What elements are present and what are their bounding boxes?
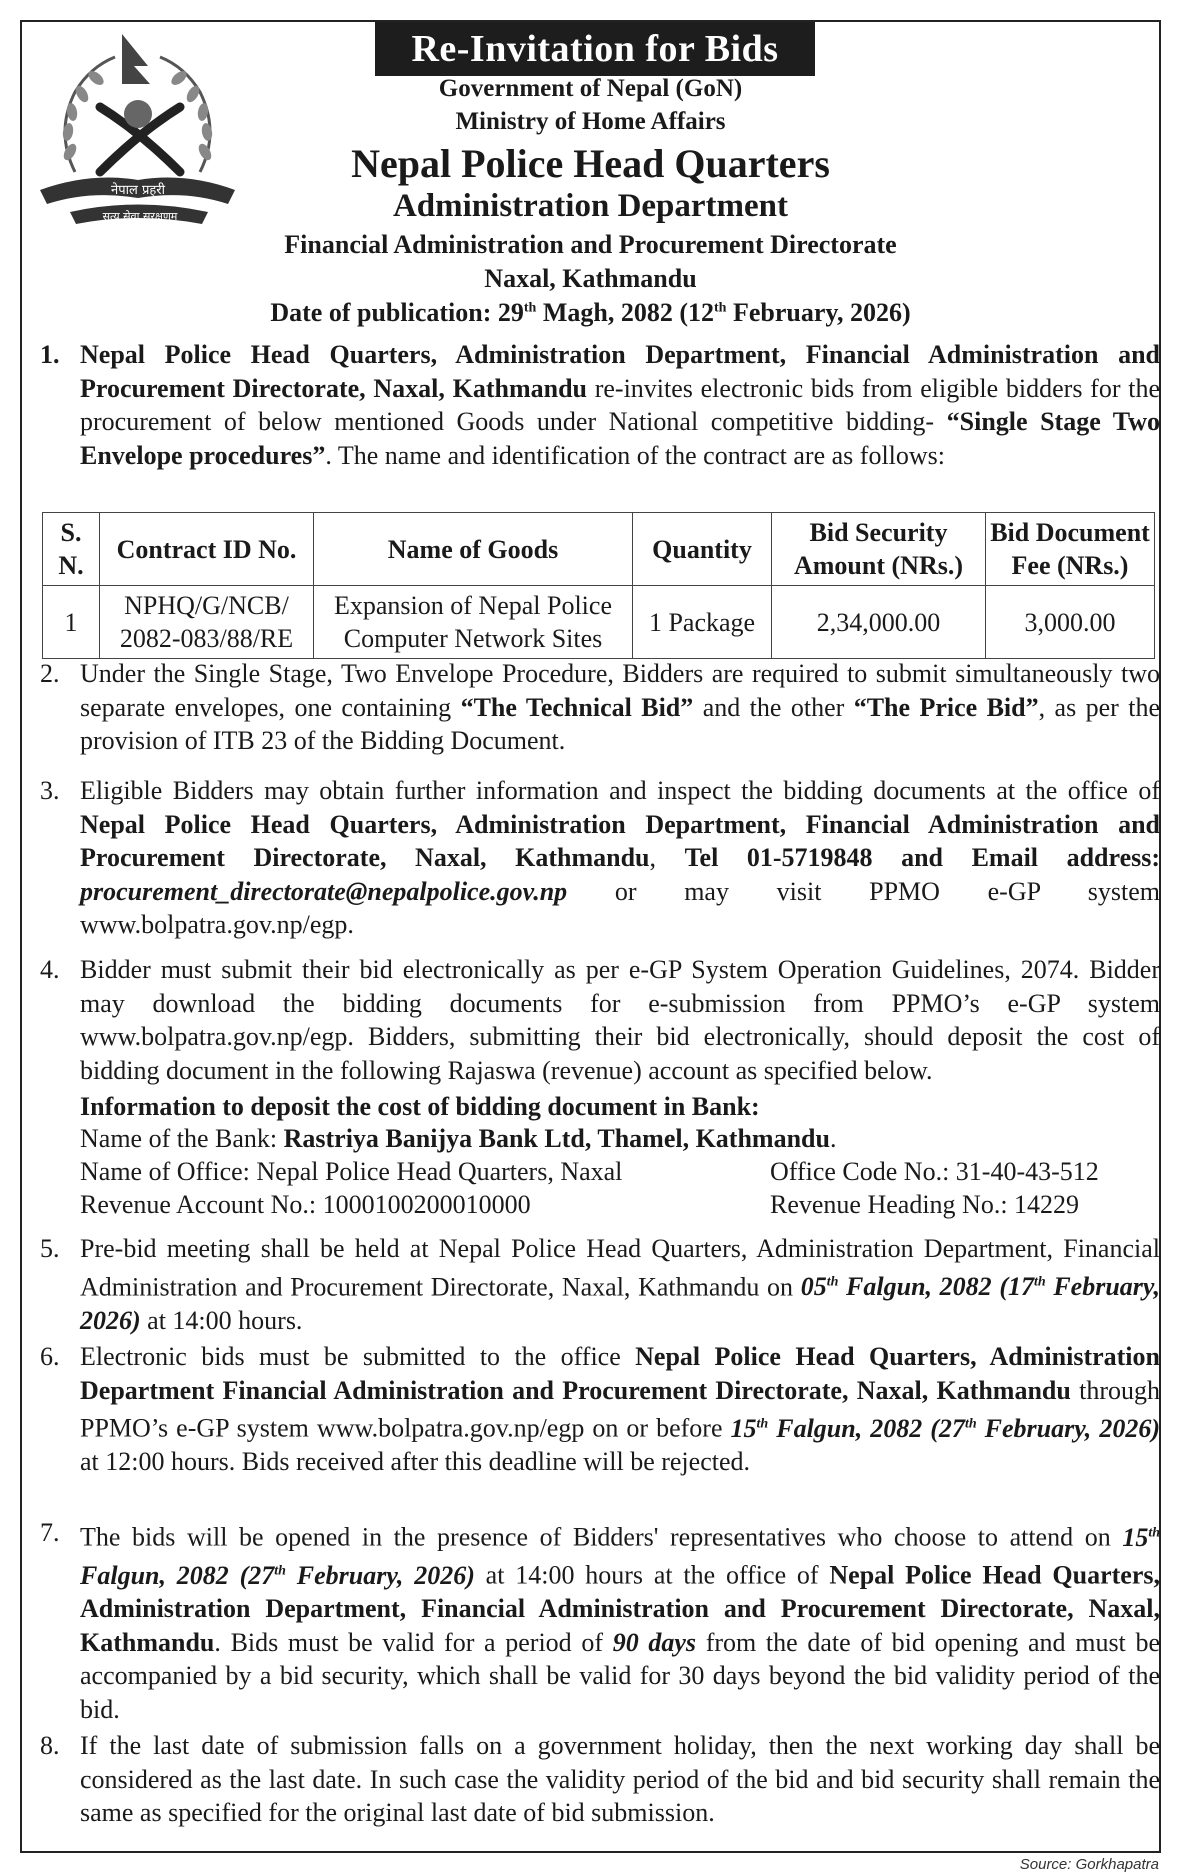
location-title: Naxal, Kathmandu bbox=[484, 264, 697, 293]
contract-table bbox=[42, 512, 1155, 659]
publication-date: Date of publication: 29th Magh, 2082 (12th February, 2026) bbox=[270, 298, 911, 327]
cell-sn: 1 bbox=[43, 586, 100, 659]
office-code: Office Code No.: 31-40-43-512 bbox=[770, 1157, 1099, 1186]
col-bid-security: Bid Security Amount (NRs.) bbox=[772, 513, 986, 586]
notice-banner: Re-Invitation for Bids bbox=[375, 22, 815, 76]
paragraph-4: 4. Bidder must submit their bid electronically as per e-GP System Operation Guidelines, 2074. Bidder may download the bidding documents for e-submission from PPMO’s e-GP system www.bolpatra.gov.np/egp. Bidders, submitting their bid electronically, should deposit the cost of bidding document in the following Rajaswa (revenue) account as specified below. bbox=[40, 955, 1160, 1085]
bank-info-title: Information to deposit the cost of bidding document in Bank: bbox=[80, 1092, 760, 1121]
cell-contract-id: NPHQ/G/NCB/ 2082-083/88/RE bbox=[100, 586, 314, 659]
paragraph-3: 3. Eligible Bidders may obtain further information and inspect the bidding documents at the office of Nepal Police Head Quarters, Administration Department, Financial Administration and Procurement Directorate, Naxal, Kathmandu, Tel 01-5719848 and Email address: procurement_directorate@nepalpolice.gov.np or may visit PPMO e-GP system www.bolpatra.gov.np/egp. bbox=[40, 776, 1161, 939]
directorate-title: Financial Administration and Procurement Directorate bbox=[284, 230, 897, 259]
svg-text:नेपाल प्रहरी: नेपाल प्रहरी bbox=[111, 183, 165, 198]
svg-text:सत्य सेवा सुरक्षणम्: सत्य सेवा सुरक्षणम् bbox=[102, 210, 178, 223]
cell-doc-fee: 3,000.00 bbox=[986, 586, 1155, 659]
office-name: Name of Office: Nepal Police Head Quarters, Naxal bbox=[80, 1157, 623, 1186]
cell-goods: Expansion of Nepal Police Computer Network Sites bbox=[314, 586, 633, 659]
table-header-row bbox=[43, 513, 1155, 586]
col-contract-id: Contract ID No. bbox=[100, 513, 314, 586]
dept-title: Administration Department bbox=[392, 188, 789, 224]
cell-quantity: 1 Package bbox=[633, 586, 772, 659]
col-quantity: Quantity bbox=[633, 513, 772, 586]
gov-title: Government of Nepal (GoN) bbox=[438, 75, 743, 102]
paragraph-6: 6. Electronic bids must be submitted to the office Nepal Police Head Quarters, Administration Department Financial Administration and Procurement Directorate, Naxal, Kathmandu through PPMO’s e-GP system www.bolpatra.gov.np/egp on or before 15th Falgun, 2082 (27th February, 2026) at 12:00 hours. Bids received after this deadline will be rejected. bbox=[40, 1342, 1160, 1477]
col-doc-fee: Bid Document Fee (NRs.) bbox=[986, 513, 1155, 586]
col-sn: S. N. bbox=[43, 513, 100, 586]
paragraph-1: 1. Nepal Police Head Quarters, Administration Department, Financial Administration and Procurement Directorate, Naxal, Kathmandu re-invites electronic bids from eligible bidders for the procurement of below mentioned Goods under National competitive bidding- “Single Stage Two Envelope procedures”. The name and identification of the contract are as follows: bbox=[40, 340, 1160, 470]
org-title: Nepal Police Head Quarters bbox=[351, 141, 830, 186]
paragraph-8: 8. If the last date of submission falls on a government holiday, then the next working day shall be considered as the last date. In such case the validity period of the bid and bid security shall remain the same as specified for the original last date of bid submission. bbox=[40, 1731, 1160, 1827]
paragraph-7: 7. The bids will be opened in the presence of Bidders' representatives who choose to attend on 15th Falgun, 2082 (27th February, 2026) at 14:00 hours at the office of Nepal Police Head Quarters, Administration Department, Financial Administration and Procurement Directorate, Naxal, Kathmandu. Bids must be valid for a period of 90 days from the date of bid opening and must be accompanied by a bid security, which shall be valid for 30 days beyond the bid validity period of the bid. bbox=[40, 1518, 1160, 1724]
ministry-title: Ministry of Home Affairs bbox=[455, 108, 726, 135]
source-credit: Source: Gorkhapatra bbox=[1019, 1856, 1159, 1873]
bank-name: Name of the Bank: Rastriya Banijya Bank Ltd, Thamel, Kathmandu. bbox=[80, 1124, 837, 1153]
revenue-heading: Revenue Heading No.: 14229 bbox=[770, 1190, 1080, 1219]
table-row bbox=[43, 586, 1155, 659]
cell-bid-security: 2,34,000.00 bbox=[772, 586, 986, 659]
paragraph-2: 2. Under the Single Stage, Two Envelope Procedure, Bidders are required to submit simultaneously two separate envelopes, one containing “The Technical Bid” and the other “The Price Bid”, as per the provision of ITB 23 of the Bidding Document. bbox=[40, 659, 1161, 755]
email-link[interactable]: procurement_directorate@nepalpolice.gov.np bbox=[80, 876, 568, 906]
revenue-account: Revenue Account No.: 1000100200010000 bbox=[80, 1190, 531, 1219]
col-goods: Name of Goods bbox=[314, 513, 633, 586]
paragraph-5: 5. Pre-bid meeting shall be held at Nepal Police Head Quarters, Administration Department, Financial Administration and Procurement Directorate, Naxal, Kathmandu on 05th Falgun, 2082 (17th February, 2026) at 14:00 hours. bbox=[40, 1234, 1160, 1335]
